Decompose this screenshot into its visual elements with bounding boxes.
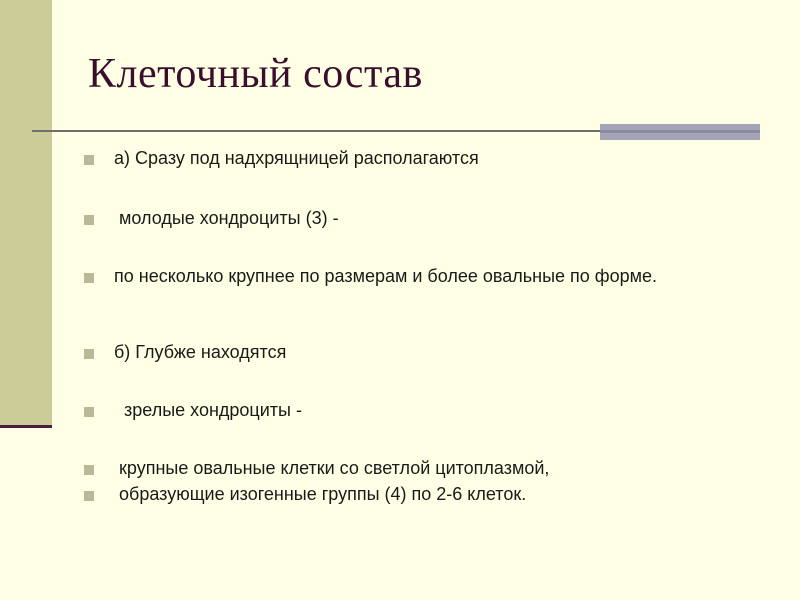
- bullet-text: молодые хондроциты (3) -: [114, 208, 339, 228]
- bullet-text: по несколько крупнее по размерам и более овальные по форме.: [114, 266, 658, 286]
- bullet-item: [84, 146, 714, 171]
- bullet-item: [84, 482, 714, 507]
- bullet-text: зрелые хондроциты -: [114, 400, 302, 420]
- bullet-text: крупные овальные клетки со светлой цитоплазмой,: [114, 458, 550, 478]
- side-decor-line: [0, 425, 52, 428]
- bullet-square-icon: [84, 491, 94, 501]
- slide-title: Клеточный состав: [88, 51, 423, 97]
- bullet-item: [84, 340, 714, 365]
- bullet-item: [84, 264, 714, 289]
- title-divider-line: [32, 130, 600, 132]
- bullet-square-icon: [84, 407, 94, 417]
- bullet-item: [84, 398, 714, 423]
- bullet-item: [84, 206, 714, 231]
- bullet-text: а) Сразу под надхрящницей располагаются: [114, 148, 479, 168]
- bullet-square-icon: [84, 155, 94, 165]
- bullet-item: [84, 456, 714, 481]
- bullet-square-icon: [84, 273, 94, 283]
- bullet-text: образующие изогенные группы (4) по 2-6 клеток.: [114, 484, 527, 504]
- side-decor-band: [0, 0, 52, 425]
- bullet-square-icon: [84, 465, 94, 475]
- bullet-text: б) Глубже находятся: [114, 342, 287, 362]
- title-divider-accent-bar: [600, 124, 760, 140]
- bullet-square-icon: [84, 215, 94, 225]
- bullet-square-icon: [84, 349, 94, 359]
